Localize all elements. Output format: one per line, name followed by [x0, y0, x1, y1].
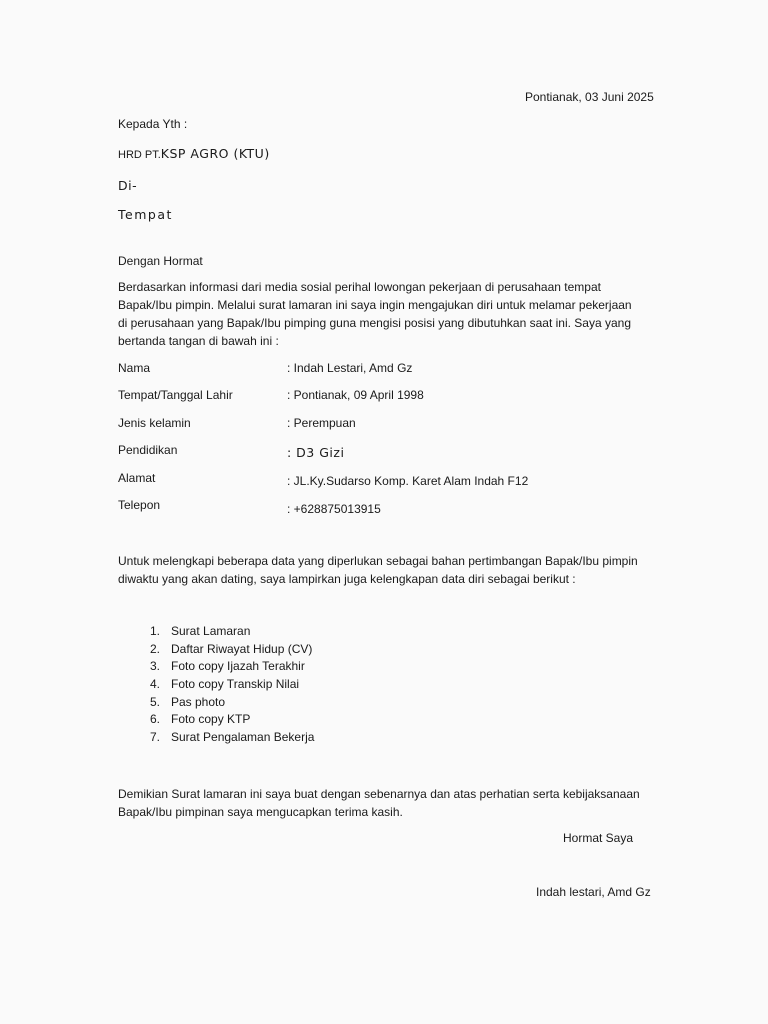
detail-label-education: Pendidikan [118, 443, 178, 457]
list-item [118, 676, 314, 694]
detail-value-phone: : +628875013915 [287, 502, 381, 516]
recipient-tempat: Tempat [118, 207, 173, 222]
list-item [118, 711, 314, 729]
detail-value-nama: : Indah Lestari, Amd Gz [287, 361, 413, 375]
list-number: 7. [149, 730, 160, 745]
list-item [118, 623, 314, 641]
attachments-intro: Untuk melengkapi beberapa data yang diperlukan sebagai bahan pertimbangan Bapak/Ibu pimpin diwaktu yang akan dating, saya lampirkan juga kelengkapan data diri sebagai berikut : [118, 554, 638, 586]
detail-label-nama: Nama [118, 361, 151, 375]
list-text: Daftar Riwayat Hidup (CV) [171, 641, 313, 656]
list-item [118, 641, 314, 659]
company-name: KSP AGRO (KTU) [160, 146, 270, 161]
detail-label-phone: Telepon [118, 498, 161, 512]
list-text: Pas photo [171, 694, 226, 709]
list-number: 2. [149, 641, 160, 656]
list-text: Surat Pengalaman Bekerja [171, 730, 315, 745]
detail-label-ttl: Tempat/Tanggal Lahir [118, 388, 233, 402]
recipient-di: Di- [118, 178, 138, 193]
detail-value-ttl: : Pontianak, 09 April 1998 [287, 388, 424, 402]
company-prefix: HRD PT. [118, 149, 161, 161]
detail-value-education: : D3 Gizi [287, 445, 345, 460]
attachments-list [118, 623, 314, 747]
closing-paragraph: Demikian Surat lamaran ini saya buat dengan sebenarnya dan atas perhatian serta kebijaksanaan Bapak/Ibu pimpinan saya mengucapkan terima kasih. [118, 787, 640, 819]
recipient-company [118, 146, 270, 161]
list-text: Foto copy Transkip Nilai [171, 677, 300, 692]
list-number: 5. [149, 694, 160, 709]
detail-value-address: : JL.Ky.Sudarso Komp. Karet Alam Indah F12 [287, 474, 529, 488]
detail-label-address: Alamat [118, 471, 156, 485]
list-text: Foto copy KTP [171, 712, 251, 727]
detail-label-gender: Jenis kelamin [118, 416, 191, 430]
list-item [118, 694, 314, 712]
list-number: 1. [149, 624, 160, 638]
list-text: Foto copy Ijazah Terakhir [171, 659, 305, 674]
list-item [118, 729, 314, 747]
intro-paragraph: Berdasarkan informasi dari media sosial perihal lowongan pekerjaan di perusahaan tempat Bapak/Ibu pimpin. Melalui surat lamaran ini saya ingin mengajukan diri untuk melamar pekerjaan di perusahaan yang Bapak/Ibu pimping guna mengisi posisi yang dibutuhkan saat ini. Saya yang bertanda tangan di bawah ini : [118, 280, 632, 348]
list-text: Surat Lamaran [171, 624, 251, 638]
list-number: 3. [149, 659, 160, 674]
list-number: 6. [149, 712, 160, 727]
detail-value-gender: : Perempuan [287, 416, 356, 430]
greeting: Dengan Hormat [118, 254, 203, 268]
list-number: 4. [149, 677, 160, 692]
signature-name: Indah lestari, Amd Gz [536, 885, 651, 899]
date-line: Pontianak, 03 Juni 2025 [525, 90, 654, 104]
list-item [118, 658, 314, 676]
regards: Hormat Saya [563, 831, 634, 845]
recipient-kepada: Kepada Yth : [118, 117, 188, 131]
